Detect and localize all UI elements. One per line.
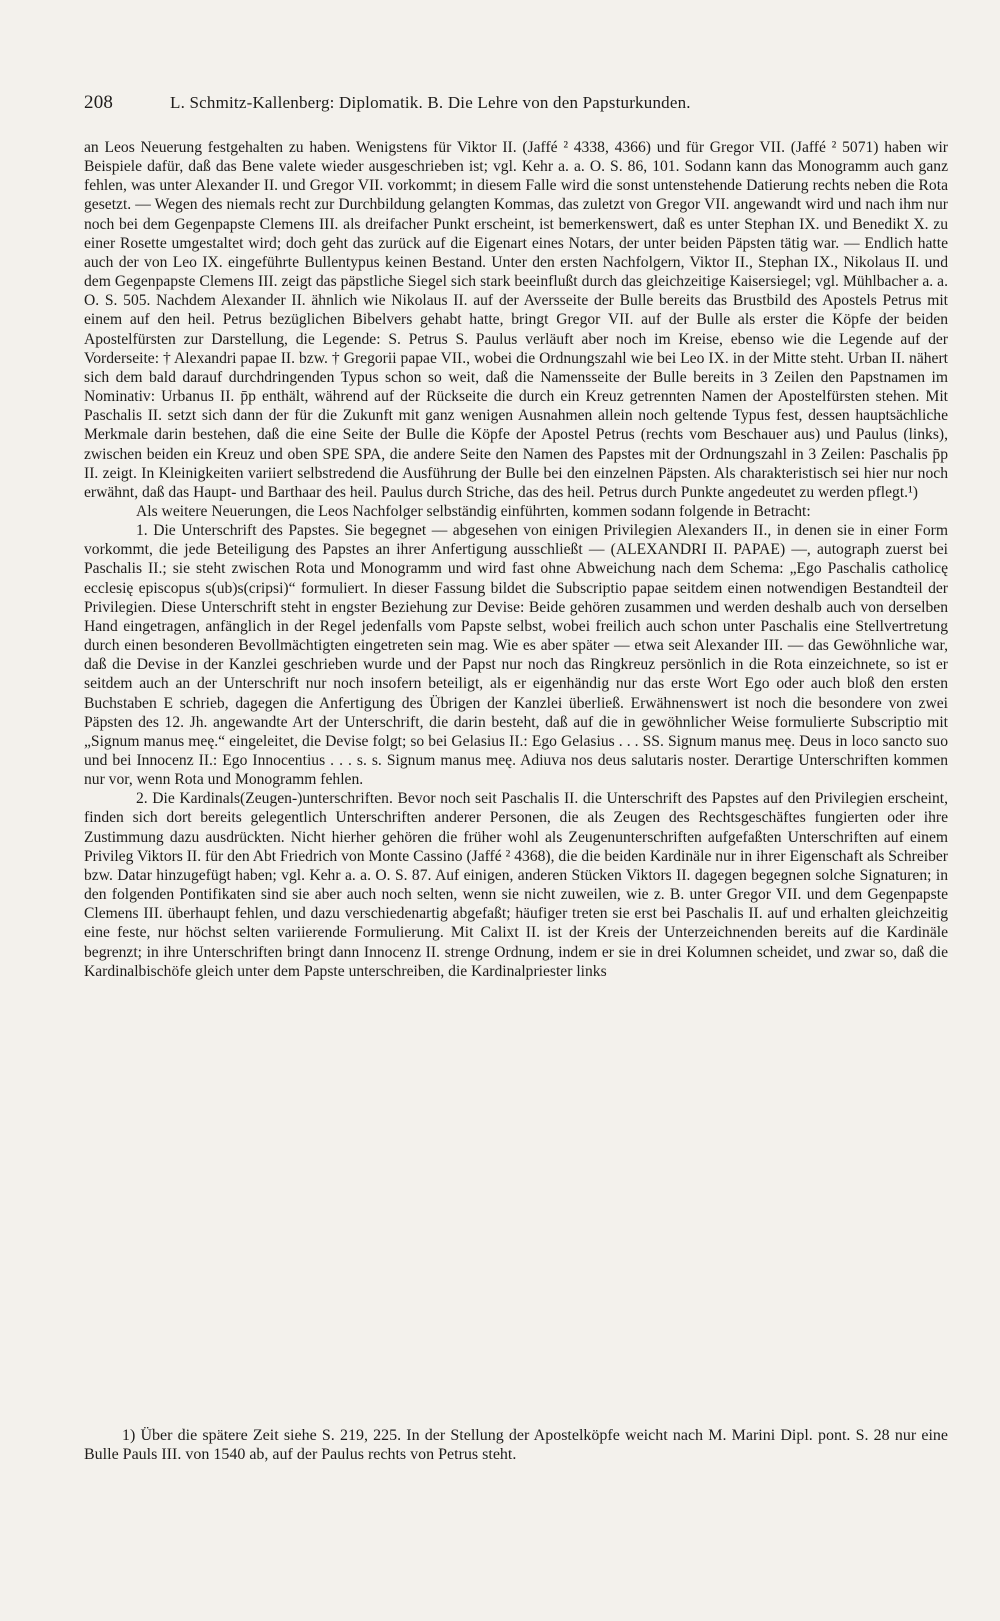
paragraph-papal-signature: 1. Die Unterschrift des Papstes. Sie begegnet — abgesehen von einigen Privilegien Alexanders II., in denen sie in einer Form vorkommt, die jede Beteiligung des Papstes an ihrer Anfertigung ausschließt — (ALEXANDRI II. PAPAE) —, autograph zuerst bei Paschalis II.; sie steht zwischen Rota und Monogramm und wird fast ohne Abweichung nach dem Schema: „Ego Paschalis catholicę ecclesię episcopus s(ub)s(cripsi)“ formuliert. In dieser Fassung bildet die Subscriptio papae seitdem einen notwendigen Bestandteil der Privilegien. Diese Unterschrift steht in engster Beziehung zur Devise: Beide gehören zusammen und werden deshalb auch von derselben Hand eingetragen, anfänglich in der Regel jedenfalls vom Papste selbst, wobei freilich auch schon unter Paschalis eine Stellvertretung durch einen besonderen Bevollmächtigten eingetreten sein mag. Wie es aber später — etwa seit Alexander III. — das Gewöhnliche war, daß die Devise in der Kanzlei geschrieben wurde und der Papst nur noch das Ringkreuz persönlich in die Rota einzeichnete, so ist er seitdem auch an der Unterschrift nur noch insofern beteiligt, als er eigenhändig nur das erste Wort Ego oder auch bloß den ersten Buchstaben E schrieb, dagegen die Anfertigung des Übrigen der Kanzlei überließ. Erwähnenswert ist noch die besondere von zwei Päpsten des 12. Jh. angewandte Art der Unterschrift, die darin besteht, daß auf die in gewöhnlicher Weise formulierte Subscriptio mit „Signum manus meę.“ eingeleitet, die Devise folgt; so bei Gelasius II.: Ego Gelasius . . . SS. Signum manus meę. Deus in loco sancto suo und bei Innocenz II.: Ego Innocentius . . . s. s. Signum manus meę. Adiuva nos deus salutaris noster. Derartige Unterschriften kommen nur vor, wenn Rota und Monogramm fehlen. <box>84 522 948 789</box>
paragraph-cardinal-signatures: 2. Die Kardinals(Zeugen-)unterschriften. Bevor noch seit Paschalis II. die Unterschrift des Papstes auf den Privilegien erscheint, finden sich dort bereits gelegentlich Unterschriften anderer Personen, die als Zeugen des Rechtsgeschäftes fungierten oder ihre Zustimmung dazu ausdrückten. Nicht hierher gehören die früher wohl als Zeugenunterschriften aufgefaßten Unterschriften auf einem Privileg Viktors II. für den Abt Friedrich von Monte Cassino (Jaffé ² 4368), die die beiden Kardinäle nur in ihrer Eigenschaft als Schreiber bzw. Datar hinzugefügt haben; vgl. Kehr a. a. O. S. 87. Auf einigen, anderen Stücken Viktors II. dagegen begegnen solche Signaturen; in den folgenden Pontifikaten sind sie aber auch noch selten, wenn sie nicht zuweilen, wie z. B. unter Gregor VII. und dem Gegenpapste Clemens III. überhaupt fehlen, und dazu verschiedenartig abgefaßt; häufiger treten sie erst bei Paschalis II. auf und erhalten gleichzeitig eine feste, nur höchst selten variierende Formulierung. Mit Calixt II. ist der Kreis der Unterzeichnenden bereits auf die Kardinäle begrenzt; in ihre Unterschriften bringt dann Innocenz II. strenge Ordnung, indem er sie in drei Kolumnen scheidet, und zwar so, daß die Kardinalbischöfe gleich unter dem Papste unterschreiben, die Kardinalpriester links <box>84 790 948 980</box>
paragraph-continuation: an Leos Neuerung festgehalten zu haben. Wenigstens für Viktor II. (Jaffé ² 4338, 4366) und für Gregor VII. (Jaffé ² 5071) haben wir Beispiele dafür, daß das Bene valete wieder ausgeschrieben ist; vgl. Kehr a. a. O. S. 86, 101. Sodann kann das Monogramm auch ganz fehlen, was unter Alexander II. und Gregor VII. vorkommt; in diesem Falle wird die sonst untenstehende Datierung rechts neben die Rota gesetzt. — Wegen des niemals recht zur Durchbildung gelangten Kommas, das zuletzt von Gregor VII. angewandt wird und nach ihm nur noch bei dem Gegenpapste Clemens III. als dreifacher Punkt erscheint, ist bemerkenswert, daß es unter Stephan IX. und Benedikt X. zu einer Rosette umgestaltet wird; doch geht das zurück auf die Eigenart eines Notars, der unter beiden Päpsten tätig war. — Endlich hatte auch der von Leo IX. eingeführte Bullentypus keinen Bestand. Unter den ersten Nachfolgern, Viktor II., Stephan IX., Nikolaus II. und dem Gegenpapste Clemens III. zeigt das päpstliche Siegel sich stark beeinflußt durch das gleichzeitige Kaisersiegel; vgl. Mühlbacher a. a. O. S. 505. Nachdem Alexander II. ähnlich wie Nikolaus II. auf der Aversseite der Bulle bereits das Brustbild des Apostels Petrus mit einem auf den heil. Petrus bezüglichen Bibelvers gehabt hatte, bringt Gregor VII. auf der Bulle als erster die Köpfe der beiden Apostelfürsten zur Darstellung, die Legende: S. Petrus S. Paulus verläuft aber noch im Kreise, ebenso wie die Legende auf der Vorderseite: † Alexandri papae II. bzw. † Gregorii papae VII., wobei die Ordnungszahl wie bei Leo IX. in der Mitte steht. Urban II. nähert sich dem bald darauf durchdringenden Typus schon so weit, daß die Namensseite der Bulle bereits in 3 Zeilen den Papstnamen im Nominativ: Urbanus II. p̄p enthält, während auf der Rückseite die durch ein Kreuz getrennten Namen der Apostelfürsten stehen. Mit Paschalis II. setzt sich dann der für die Zukunft mit ganz wenigen Ausnahmen allein noch geltende Typus fest, dessen hauptsächliche Merkmale darin bestehen, daß die eine Seite der Bulle die Köpfe der Apostel Petrus (rechts vom Beschauer aus) und Paulus (links), zwischen beiden ein Kreuz und oben SPE SPA, die andere Seite den Namen des Papstes mit der Ordnungszahl in 3 Zeilen: Paschalis p̄p II. zeigt. In Kleinigkeiten variiert selbstredend die Ausführung der Bulle bei den einzelnen Päpsten. Als charakteristisch sei hier nur noch erwähnt, daß das Haupt- und Barthaar des heil. Paulus durch Striche, das des heil. Petrus durch Punkte angedeutet zu werden pflegt.¹) <box>84 139 948 501</box>
running-title: L. Schmitz-Kallenberg: Diplomatik. B. Die Lehre von den Papsturkunden. <box>170 93 691 112</box>
page-number: 208 <box>84 92 114 113</box>
footnote-area <box>84 1426 948 1464</box>
footnote-1: 1) Über die spätere Zeit siehe S. 219, 225. In der Stellung der Apostelköpfe weicht nach M. Marini Dipl. pont. S. 28 nur eine Bulle Pauls III. von 1540 ab, auf der Paulus rechts von Petrus steht. <box>84 1427 948 1463</box>
paragraph-further-innovations: Als weitere Neuerungen, die Leos Nachfolger selbständig einführten, kommen sodann folgende in Betracht: <box>136 502 811 520</box>
running-header <box>84 92 948 126</box>
main-text <box>84 138 948 981</box>
book-page <box>84 92 948 981</box>
